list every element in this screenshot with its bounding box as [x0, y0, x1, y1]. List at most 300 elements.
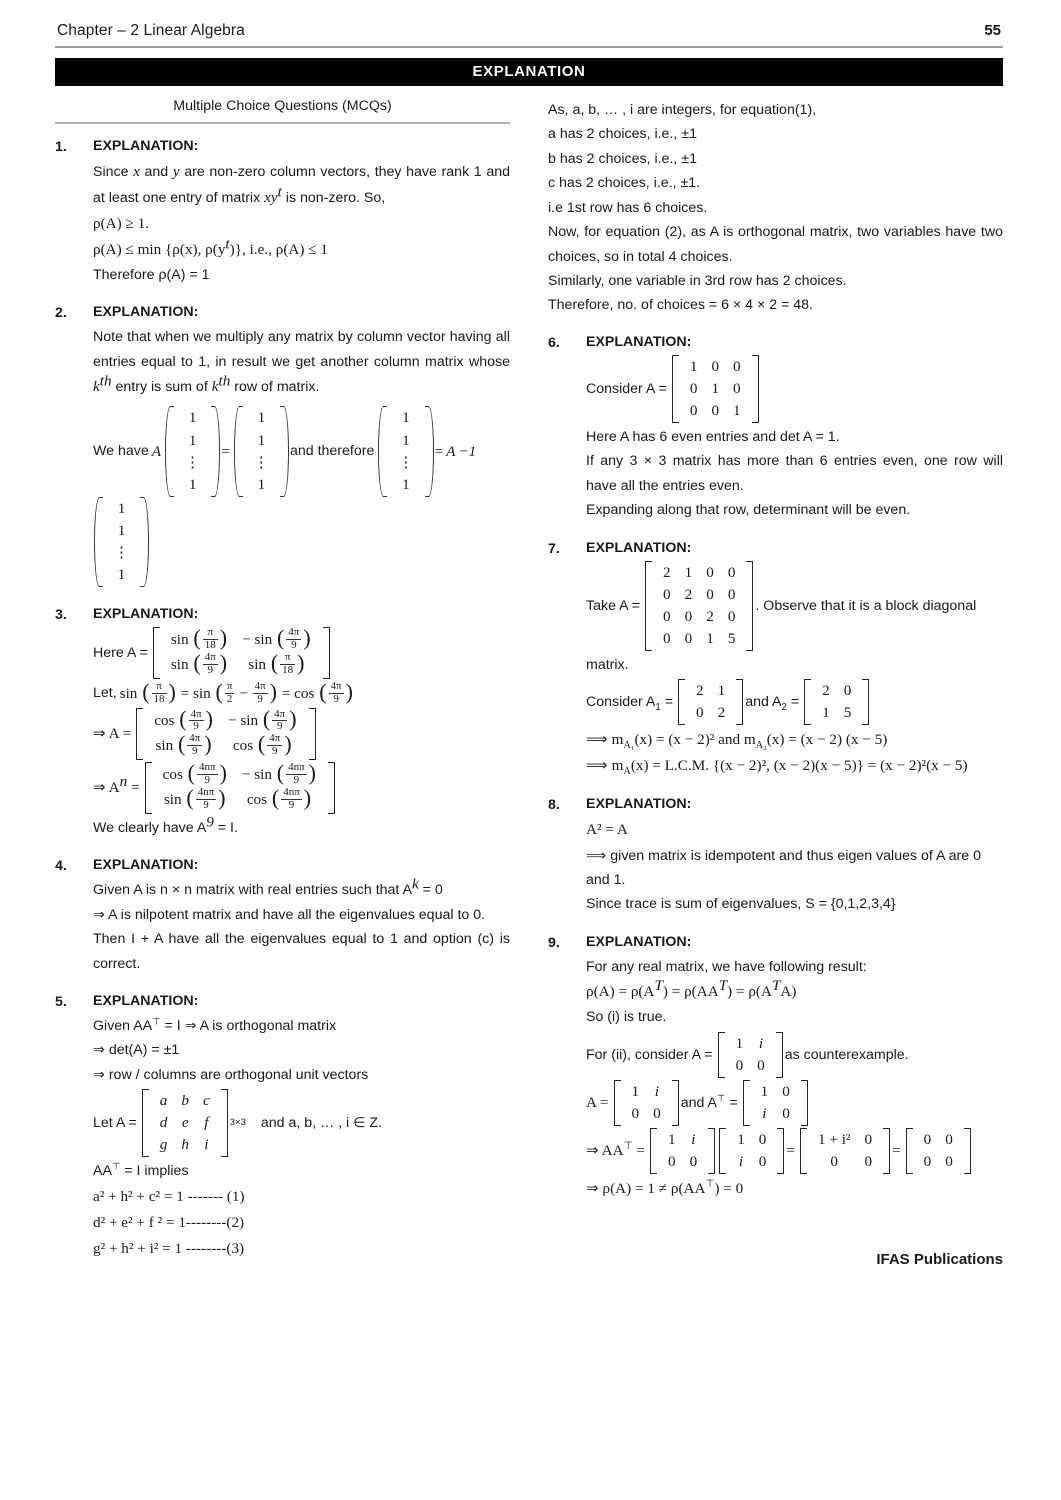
matrix-cell: sin ( $\frac{\pi}{18}$ ) [170, 624, 228, 651]
text-part: row of matrix. [230, 379, 320, 396]
explanation-item-4 [55, 857, 510, 976]
matrix-cell: 0 [711, 357, 720, 375]
continuation-line-5: i.e 1st row has 6 choices. [548, 199, 708, 216]
bracket-right [776, 1032, 783, 1078]
continuation-line-4: c has 2 choices, i.e., ±1. [548, 175, 701, 192]
bracket-right [736, 679, 743, 725]
explanation-label: EXPLANATION: [586, 796, 692, 813]
transpose-sup: ⊤ [152, 1016, 161, 1028]
index-sub: 2 [781, 701, 787, 713]
explanation-label: EXPLANATION: [93, 605, 199, 622]
text-part: ⇒ A = [93, 725, 132, 743]
item-number: 6. [548, 334, 560, 351]
text-part: We have [93, 443, 149, 460]
matrix-A1 [678, 679, 743, 725]
bracket-right [672, 1080, 679, 1126]
bracket-right [221, 1089, 228, 1157]
transpose-sup: t [225, 235, 230, 253]
paren-left [165, 406, 174, 496]
bracket-left [145, 762, 152, 814]
ordinal-sup: th [218, 372, 231, 390]
text-part: (x) = (x − 2)² and m [634, 731, 756, 749]
matrix-body [621, 1080, 672, 1126]
bracket-left [743, 1080, 750, 1126]
text-part [745, 690, 799, 714]
matrix-cell: 0 [782, 1082, 790, 1100]
text-part: For (ii), consider A = [586, 1046, 713, 1063]
bracket-left [719, 1128, 726, 1174]
text-part: ⇒ ρ(A) = 1 ≠ ρ(AA [586, 1180, 706, 1198]
continuation-line-8: Therefore, no. of choices = 6 × 4 × 2 = 48. [548, 297, 814, 314]
matrix-cell: 2 [706, 607, 714, 625]
text-part: Here A = [93, 644, 148, 661]
equals: = [632, 1142, 645, 1160]
text-part: are non-zero column vectors, they have rank 1 and at least one entry of matrix [93, 163, 510, 206]
orthogonal-line-2: ⇒ det(A) = ±1 [93, 1042, 180, 1059]
matrix-A-transpose [743, 1080, 808, 1126]
bracket-right [328, 762, 335, 814]
matrix-cell: − sin ( $\frac{4n\pi}{9}$ ) [241, 760, 316, 787]
item-body [93, 138, 510, 288]
text-part: ρ(A) ≤ min {ρ(x), ρ(y [93, 240, 226, 258]
matrix-cell: 0 [782, 1104, 790, 1122]
item-number: 4. [55, 858, 67, 875]
matrix-body [726, 1128, 777, 1174]
vector-entry: 1 [257, 475, 266, 493]
index-sub: 1 [655, 701, 661, 713]
item-body [93, 857, 510, 976]
matrix-body [143, 708, 308, 760]
explanation-label: EXPLANATION: [93, 304, 199, 321]
matrix-A [614, 1080, 679, 1126]
vector-entry: 1 [402, 475, 410, 493]
bracket-right [883, 1128, 890, 1174]
text-part: and [139, 163, 173, 180]
item-number: 8. [548, 797, 560, 814]
matrix-cell: 1 [717, 682, 726, 700]
block-diagonal-matrix [586, 561, 1003, 651]
matrix-cell: 0 [663, 629, 671, 647]
matrix-body [679, 355, 752, 423]
bracket-right [801, 1080, 808, 1126]
matrix-body [811, 679, 862, 725]
equals-sign: = [434, 442, 444, 460]
matrix-2x2 [145, 762, 335, 814]
matrix-body [750, 1080, 801, 1126]
text-part: as counterexample. [784, 1046, 909, 1063]
and-A-transpose: and A [680, 1094, 717, 1111]
matrix-cell: c [202, 1092, 210, 1110]
equals: = [725, 1094, 738, 1111]
matrix-2x2 [136, 708, 315, 760]
equation-3: g² + h² + i² = 1 --------(3) [93, 1240, 245, 1258]
matrix-cell: 1 [733, 401, 741, 419]
matrix-cell: 0 [727, 585, 736, 603]
matrix-cell: 1 + i² [817, 1130, 851, 1148]
explanation-item-1 [55, 138, 510, 288]
matrix-body [652, 561, 746, 651]
matrix-cell: 0 [696, 704, 704, 722]
equation-1: a² + h² + c² = 1 ------- (1) [93, 1187, 245, 1205]
matrix-cell: 0 [631, 1104, 640, 1122]
equals-sign: = [892, 1142, 901, 1160]
bracket-right [323, 627, 330, 679]
text-part: A = [586, 1094, 609, 1112]
matrix-cell: 0 [668, 1153, 676, 1171]
matrix-body [152, 762, 328, 814]
bracket-left [672, 355, 679, 423]
block-submatrices [586, 679, 1003, 725]
ones-vector [378, 406, 433, 496]
vector-body [103, 497, 140, 587]
paren-left [378, 406, 387, 496]
k-variable: k [211, 378, 219, 396]
matrix-cell: 0 [757, 1056, 765, 1074]
continuation-line-6: Now, for equation (2), as A is orthogonal matrix, two variables have two choices, so in total 4 choices. [548, 224, 1003, 265]
ones-vector [234, 406, 289, 496]
matrix-cell: 0 [684, 607, 693, 625]
matrix-cell: 0 [706, 585, 714, 603]
item-number: 1. [55, 138, 67, 155]
trace-line: Since trace is sum of eigenvalues, S = {0,1,2,3,4} [586, 896, 896, 913]
sin-expression: sin ( $\frac{\pi}{18}$ ) = sin ( $\frac{\pi}{2}$ − $\frac{4\pi}{9}$ ) = cos ( $\frac{4\pi}{9}$ ) [119, 678, 353, 705]
vector-body [243, 406, 280, 496]
chapter-title: Chapter – 2 Linear Algebra [57, 22, 245, 39]
matrix-A-power-n [93, 762, 510, 814]
paren-left [94, 497, 103, 587]
matrix-cell: 1 [668, 1130, 676, 1148]
matrix-cell: e [181, 1114, 189, 1132]
text-part: Let, [93, 685, 117, 702]
text-part: = I implies [120, 1163, 189, 1180]
vector-entry: ⋮ [114, 543, 130, 561]
matrix-cell: 0 [689, 379, 698, 397]
matrix-cell: 1 [706, 629, 714, 647]
matrix-cell: 0 [864, 1153, 873, 1171]
explanation-item-5 [55, 993, 510, 1262]
transpose-sup: T [771, 977, 781, 995]
item-body [586, 540, 1003, 780]
bracket-right [964, 1128, 971, 1174]
bracket-left [645, 561, 652, 651]
explanation-text [93, 159, 510, 211]
bracket-left [800, 1128, 807, 1174]
text-part: A) [780, 983, 797, 1001]
matrix-cell: 0 [653, 1104, 661, 1122]
equals: = [660, 694, 674, 711]
bracket-right [862, 679, 869, 725]
matrix-cell: 0 [923, 1130, 932, 1148]
text-part: ⟹ m [586, 731, 624, 749]
matrix-cell: 0 [684, 629, 693, 647]
item-number: 5. [55, 994, 67, 1011]
explanation-item-3 [55, 606, 510, 841]
text-part: ρ(A) = ρ(A [586, 983, 655, 1001]
matrix-body [725, 1032, 776, 1078]
matrix-cell: b [181, 1092, 189, 1110]
variable-x: x [133, 162, 140, 180]
mcq-section-heading: Multiple Choice Questions (MCQs) [173, 98, 392, 114]
page-header [55, 22, 1003, 46]
matrix-cell: 0 [923, 1153, 932, 1171]
matrix-cell: 0 [733, 379, 741, 397]
vector-body [174, 406, 211, 496]
text-part: ) = ρ(A [727, 983, 772, 1001]
bracket-right [777, 1128, 784, 1174]
matrix-cell: cos ( $\frac{4n\pi}{9}$ ) [246, 785, 312, 812]
vector-entry: 1 [257, 431, 266, 449]
and-A2: and A [745, 694, 782, 711]
paren-right [280, 406, 289, 496]
left-column [55, 98, 510, 1279]
even-entries-line-3: Expanding along that row, determinant will be even. [586, 502, 911, 519]
transpose-sup: T [718, 977, 728, 995]
item-body [93, 606, 510, 841]
explanation-label: EXPLANATION: [586, 933, 692, 950]
vector-entry: 1 [117, 565, 126, 583]
paren-right [211, 406, 220, 496]
bracket-left [718, 1032, 725, 1078]
text-part [93, 775, 140, 801]
matrix-A: A [151, 442, 162, 460]
rank-ge-line: ρ(A) ≥ 1. [93, 214, 149, 232]
text-part: )}, i.e., ρ(A) ≤ 1 [229, 240, 328, 258]
explanation-item-7 [548, 540, 1003, 780]
text-part: Given AA [93, 1018, 153, 1035]
matrix-body [685, 679, 736, 725]
continuation-line-2: a has 2 choices, i.e., ±1 [548, 126, 697, 143]
matrix-cell: 1 [684, 563, 693, 581]
matrix-cell: 0 [830, 1153, 839, 1171]
text-part: Take A = [586, 597, 641, 614]
matrix-cell: 0 [706, 563, 714, 581]
explanation-label: EXPLANATION: [93, 137, 199, 154]
statement-i-true: So (i) is true. [586, 1009, 667, 1026]
text-part [586, 1138, 645, 1164]
text-part: = I. [213, 819, 238, 836]
text-part: (x) = L.C.M. {(x − 2)², (x − 2)(x − 5)} = (x − 2)²(x − 5) [630, 757, 968, 775]
even-entries-line-1: Here A has 6 even entries and det A = 1. [586, 428, 840, 445]
text-part: ) = ρ(AA [662, 983, 719, 1001]
matrix-cell: h [181, 1136, 189, 1154]
matrix-cell: 0 [864, 1130, 873, 1148]
power-k-sup: k [411, 875, 419, 893]
matrix-cell: cos ( $\frac{4\pi}{9}$ ) [232, 731, 292, 758]
matrix-cell: 0 [663, 585, 671, 603]
text-part: Since [93, 163, 134, 180]
explanation-text [93, 325, 510, 400]
minimal-polynomial-line-2 [586, 753, 1003, 779]
matrix-cell: 1 [689, 357, 698, 375]
item-body [93, 993, 510, 1262]
bracket-left [678, 679, 685, 725]
continuation-line-3: b has 2 choices, i.e., ±1 [548, 150, 697, 167]
item-body [586, 796, 1003, 916]
vector-entry: 1 [257, 409, 266, 427]
text-part: Note that when we multiply any matrix by column vector having all entries equal to 1, in result we get another column matrix whose [93, 329, 510, 370]
matrix-cell: 0 [663, 607, 671, 625]
matrix-cell: 0 [945, 1153, 953, 1171]
item-body [586, 334, 1003, 523]
explanation-banner: EXPLANATION [55, 58, 1003, 86]
vector-entry: 1 [188, 475, 197, 493]
explanation-item-9 [548, 934, 1003, 1202]
bracket-left [136, 708, 143, 760]
matrix-zero [906, 1128, 971, 1174]
bracket-left [650, 1128, 657, 1174]
matrix-cell: 1 [760, 1082, 769, 1100]
explanation-item-2 [55, 304, 510, 588]
matrix-cell: 1 [822, 704, 830, 722]
matrix-cell: 0 [735, 1056, 744, 1074]
implies-An: ⇒ A [93, 779, 120, 797]
nilpotent-line-2: ⇒ A is nilpotent matrix and have all the eigenvalues equal to 0. [93, 906, 486, 923]
vector-entry: ⋮ [185, 453, 201, 471]
section-gap [548, 318, 1003, 334]
text-part: ⟹ m [586, 757, 624, 775]
matrix-cell: 0 [733, 357, 741, 375]
matrix-dimension: 3×3 [229, 1117, 246, 1129]
text-part [586, 690, 673, 714]
orthogonal-line-1 [93, 1014, 510, 1038]
matrix-cell: cos ( $\frac{4n\pi}{9}$ ) [162, 760, 227, 787]
matrix-cell: 0 [758, 1130, 767, 1148]
matrix-body [160, 624, 323, 679]
bracket-left [614, 1080, 621, 1126]
matrix-cell: 1 [735, 1034, 744, 1052]
two-column-layout [55, 98, 1003, 1279]
text-part: entry is sum of [111, 379, 212, 396]
text-part: Given A is n × n matrix with real entries such that A [93, 882, 412, 899]
matrix-body [807, 1128, 883, 1174]
power-n-sup: n [119, 773, 128, 791]
power-sup: 9 [206, 813, 214, 831]
text-part [681, 1091, 738, 1115]
item-body [586, 934, 1003, 1202]
text-part: Consider A = [586, 380, 667, 397]
observe-text: . Observe that it is a block diagonal [755, 597, 977, 614]
matrix-cell: 0 [945, 1130, 953, 1148]
idempotent-line-1: A² = A [586, 821, 628, 839]
matrix-cell: 1 [737, 1130, 745, 1148]
bracket-left [906, 1128, 913, 1174]
ordinal-sup: th [99, 372, 112, 390]
page-number: 55 [984, 22, 1001, 39]
text-part: We clearly have A [93, 819, 207, 836]
matrix-cell: − sin ( $\frac{4\pi}{9}$ ) [227, 706, 297, 733]
matrix-cell: d [159, 1114, 168, 1132]
matrix-cell: 2 [663, 563, 671, 581]
text-part: (x) = (x − 2) (x − 5) [766, 731, 888, 749]
aat-product-computation [586, 1128, 1003, 1174]
matrix-A2 [804, 679, 869, 725]
transpose-sup: t [277, 182, 282, 200]
matrix-cell: f [204, 1114, 209, 1132]
publisher-footer: IFAS Publications [876, 1251, 1003, 1268]
nilpotent-line-3: Then I + A have all the eigenvalues equal to 1 and option (c) is correct. [93, 931, 510, 972]
integer-condition: and a, b, … , i ∈ Z. [260, 1115, 383, 1132]
bracket-right [309, 708, 316, 760]
even-entries-line-2: If any 3 × 3 matrix has more than 6 entries even, one row will have all the entries even. [586, 453, 1003, 494]
equals-sign: = [221, 442, 230, 460]
final-rank-line [586, 1176, 1003, 1202]
transpose-sup: ⊤ [716, 1093, 726, 1105]
explanation-label: EXPLANATION: [93, 993, 199, 1010]
rank-conclusion-line [93, 263, 510, 287]
matrix-cell: 1 [711, 379, 720, 397]
matrix-A-definition [93, 624, 510, 679]
matrix-cell: sin ( $\frac{\pi}{18}$ ) [248, 649, 305, 676]
rank-min-line [93, 237, 510, 263]
k-variable: k [93, 378, 100, 396]
matrix-and-transpose [586, 1080, 1003, 1126]
continuation-line-7: Similarly, one variable in 3rd row has 2 choices. [548, 272, 847, 289]
matrix-cell: 5 [727, 629, 736, 647]
variable-y: y [172, 162, 180, 180]
explanation-label: EXPLANATION: [586, 539, 692, 556]
identity-matrix-definition [586, 355, 1003, 423]
rank-result-intro: For any real matrix, we have following result: [586, 958, 867, 975]
header-divider [55, 46, 1003, 48]
matrix-cell: 2 [717, 704, 726, 722]
matrix-product-result [800, 1128, 890, 1174]
ones-vector [165, 406, 220, 496]
matrix-factor-2 [719, 1128, 784, 1174]
matrix-cell: 0 [843, 682, 852, 700]
transpose-sup: ⊤ [623, 1141, 633, 1153]
bracket-left [142, 1089, 149, 1157]
matrix-cell: sin ( $\frac{4n\pi}{9}$ ) [163, 785, 226, 812]
paren-right [425, 406, 434, 496]
matrix-cell: 2 [684, 585, 693, 603]
equals: = [786, 694, 800, 711]
item-number: 9. [548, 934, 560, 951]
matrix-cell: i [204, 1136, 209, 1154]
bracket-left [804, 679, 811, 725]
matrix-cell: 5 [843, 704, 852, 722]
text-part: = I ⇒ A is orthogonal matrix [160, 1018, 337, 1035]
matrix-cell: i [738, 1153, 744, 1171]
vector-entry: ⋮ [253, 453, 269, 471]
matrix-cell: i [758, 1034, 764, 1052]
transpose-sup: ⊤ [705, 1178, 715, 1190]
matrix-cell: i [762, 1104, 767, 1122]
bracket-left [153, 627, 160, 679]
matrix-body [913, 1128, 964, 1174]
item-number: 2. [55, 305, 67, 322]
matrix-2x2 [718, 1032, 783, 1078]
matrix-cell: 0 [689, 1153, 698, 1171]
bracket-right [708, 1128, 715, 1174]
matrix-cell: 2 [822, 682, 830, 700]
orthogonal-line-3: ⇒ row / columns are orthogonal unit vectors [93, 1066, 369, 1083]
minimal-polynomial-line-1 [586, 727, 1003, 753]
explanation-label: EXPLANATION: [93, 857, 199, 874]
equation-2: d² + e² + f ² = 1--------(2) [93, 1213, 245, 1231]
index-sub: A₁ [623, 740, 635, 752]
item-number: 3. [55, 606, 67, 623]
matrix-cell: 0 [711, 401, 720, 419]
matrix-A-inverse: A [446, 442, 456, 460]
bracket-right [746, 561, 753, 651]
equals: = [127, 779, 140, 797]
transpose-sup: T [654, 977, 663, 995]
aat-prefix: ⇒ AA [586, 1142, 624, 1160]
matrix-word: matrix. [586, 656, 629, 673]
matrix-cell: g [159, 1136, 168, 1154]
explanation-item-8 [548, 796, 1003, 916]
vector-entry: 1 [402, 431, 410, 449]
